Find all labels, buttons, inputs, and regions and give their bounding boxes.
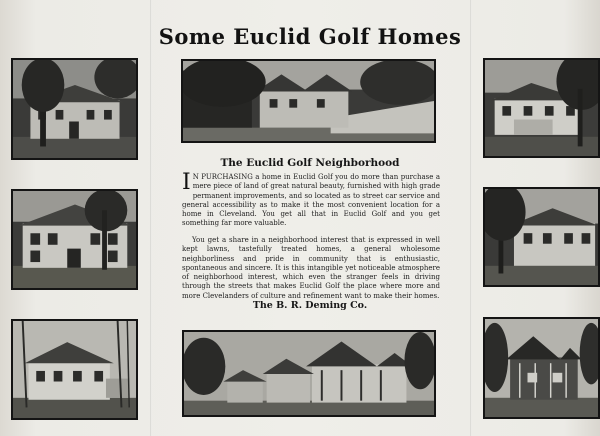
house-photo-left-bottom	[11, 319, 138, 420]
house-photo-right-top	[483, 58, 600, 158]
brochure-title: Some Euclid Golf Homes	[158, 24, 462, 49]
house-photo-left-top	[11, 58, 138, 160]
house-photo-right-bottom	[483, 317, 600, 419]
neighborhood-paragraph: You get a share in a neighborhood interest that is expressed in well kept lawns, tastefully treated homes, a general wholesome neighborliness and pride in community that is enthusiastic, spontaneous and sincere. It is this intangible yet noticeable atmosphere of neighborhood interest, which even the stranger feels in driving through the streets that makes Euclid Golf the place where more and more Clevelanders of culture and refinement want to make their homes.	[182, 236, 440, 300]
house-photo-center-top	[181, 59, 436, 143]
house-photo-right-middle	[483, 187, 600, 287]
house-photo-center-bottom	[182, 330, 436, 417]
drop-cap: I	[182, 170, 191, 195]
left-fold-line	[150, 0, 152, 436]
section-heading: The Euclid Golf Neighborhood	[220, 157, 400, 169]
intro-paragraph	[182, 170, 440, 229]
intro-paragraph-text: N PURCHASING a home in Euclid Golf you do more than purchase a mere piece of land of great natural beauty, furnished with high grade permanent improvements, and so located as to street car service and general accessibility as to make it the most convenient location for a home in Cleveland. You get all that in Euclid Golf and you get something far more valuable.	[182, 173, 440, 228]
company-signature: The B. R. Deming Co.	[252, 300, 368, 311]
house-photo-left-middle	[11, 189, 138, 290]
right-fold-line	[470, 0, 472, 436]
